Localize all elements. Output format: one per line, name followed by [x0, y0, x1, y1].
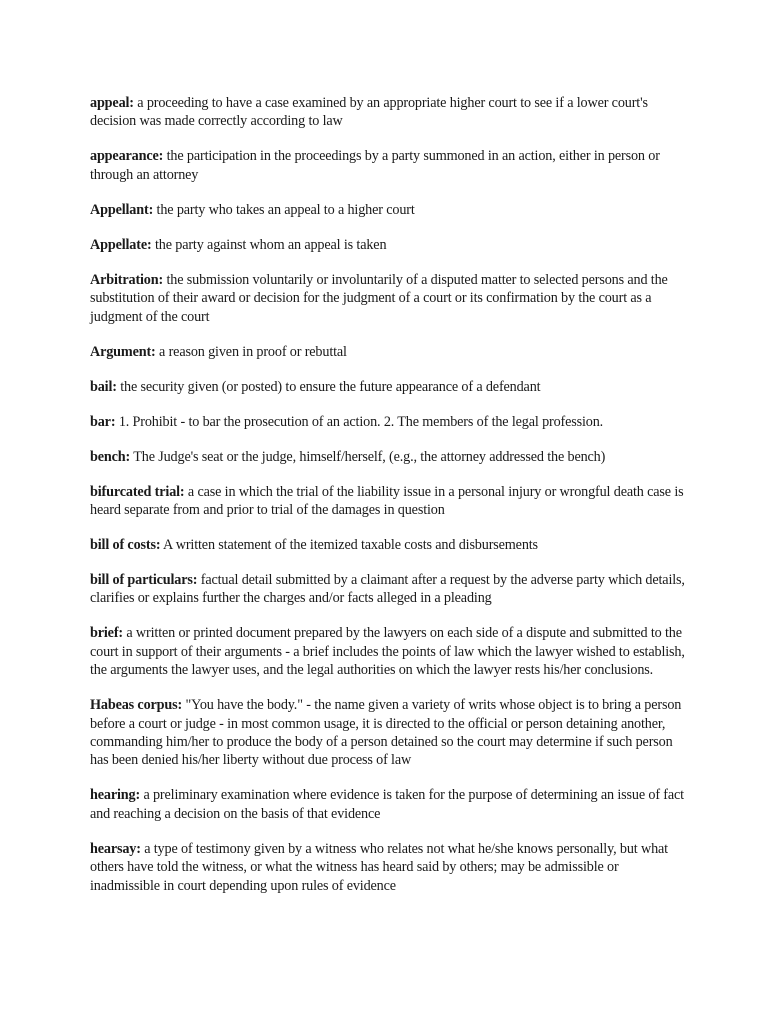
glossary-term: hearsay:	[90, 840, 141, 857]
glossary-definition: 1. Prohibit - to bar the prosecution of an action. 2. The members of the legal profession.	[118, 413, 604, 430]
glossary-term: Arbitration:	[90, 271, 164, 288]
glossary-entry-appearance	[90, 147, 690, 184]
glossary-term: hearing:	[90, 787, 141, 804]
glossary-entry-arbitration	[90, 271, 690, 326]
glossary-definition: A written statement of the itemized taxable costs and disbursements	[163, 537, 538, 554]
glossary-definition: a type of testimony given by a witness who relates not what he/she knows personally, but what others have told the witness, or what the witness has heard said by others; may be admissible or inadmissible in court depending upon rules of evidence	[90, 840, 668, 894]
glossary-entry-habeas-corpus	[90, 696, 690, 770]
glossary-term: brief:	[90, 625, 123, 642]
glossary-entry-hearing	[90, 786, 690, 823]
glossary-entry-appellate	[90, 236, 690, 254]
glossary-term: appearance:	[90, 148, 164, 165]
glossary-term: appeal:	[90, 95, 134, 111]
glossary-entry-bill-of-particulars	[90, 571, 690, 608]
glossary-term: bill of costs:	[90, 537, 161, 554]
glossary-definition: a case in which the trial of the liability issue in a personal injury or wrongful death case is heard separate from and prior to trial of the damages in question	[90, 483, 684, 519]
glossary-definition: "You have the body." - the name given a variety of writs whose object is to bring a person before a court or judge - in most common usage, it is directed to the official or person detaining another, commanding him/her to produce the body of a person detained so the court may determine if such person has been denied his/her liberty without due process of law	[90, 697, 682, 769]
glossary-definition: the participation in the proceedings by a party summoned in an action, either in person or through an attorney	[90, 148, 660, 183]
glossary-term: Appellant:	[90, 201, 154, 218]
glossary-term: Habeas corpus:	[90, 697, 183, 714]
glossary-term: bill of particulars:	[90, 572, 198, 589]
glossary-definition: a reason given in proof or rebuttal	[159, 343, 347, 360]
glossary-definition: a written or printed document prepared by the lawyers on each side of a dispute and submitted to the court in support of their arguments - a brief includes the points of law which the lawyer wished to establish, the arguments the lawyer uses, and the legal authorities on which the lawyer rests his/her conclusions.	[90, 625, 685, 679]
glossary-entry-bail	[90, 378, 690, 396]
glossary-definition: the party against whom an appeal is taken	[154, 236, 387, 253]
glossary-entry-hearsay	[90, 840, 690, 895]
glossary-entry-argument	[90, 343, 690, 361]
glossary-term: bench:	[90, 448, 131, 465]
glossary-entry-bifurcated-trial	[90, 483, 690, 520]
glossary-entry-brief	[90, 624, 690, 679]
glossary-definition: the party who takes an appeal to a higher court	[156, 201, 415, 218]
glossary-definition: the security given (or posted) to ensure the future appearance of a defendant	[120, 378, 541, 395]
glossary-definition: a proceeding to have a case examined by an appropriate higher court to see if a lower court's decision was made correctly according to law	[90, 95, 648, 130]
glossary-term: Appellate:	[90, 236, 152, 253]
glossary-entry-appeal	[90, 94, 690, 131]
glossary-term: bifurcated trial:	[90, 483, 185, 500]
glossary-definition: a preliminary examination where evidence is taken for the purpose of determining an issue of fact and reaching a decision on the basis of that evidence	[90, 787, 684, 822]
glossary-definition: The Judge's seat or the judge, himself/herself, (e.g., the attorney addressed the bench)	[133, 448, 606, 465]
glossary-definition: the submission voluntarily or involuntarily of a disputed matter to selected persons and the substitution of their award or decision for the judgment of a court or its confirmation by the court as a judgment of the court	[90, 271, 668, 325]
glossary-entry-appellant	[90, 201, 690, 219]
glossary-term: bar:	[90, 413, 116, 430]
glossary-definition: factual detail submitted by a claimant after a request by the adverse party which details, clarifies or explains further the charges and/or facts alleged in a pleading	[90, 572, 685, 607]
glossary-page	[90, 94, 690, 912]
glossary-entry-bill-of-costs	[90, 536, 690, 554]
glossary-entry-bar	[90, 413, 690, 431]
glossary-term: bail:	[90, 378, 117, 395]
glossary-term: Argument:	[90, 343, 156, 360]
glossary-entry-bench	[90, 448, 690, 466]
